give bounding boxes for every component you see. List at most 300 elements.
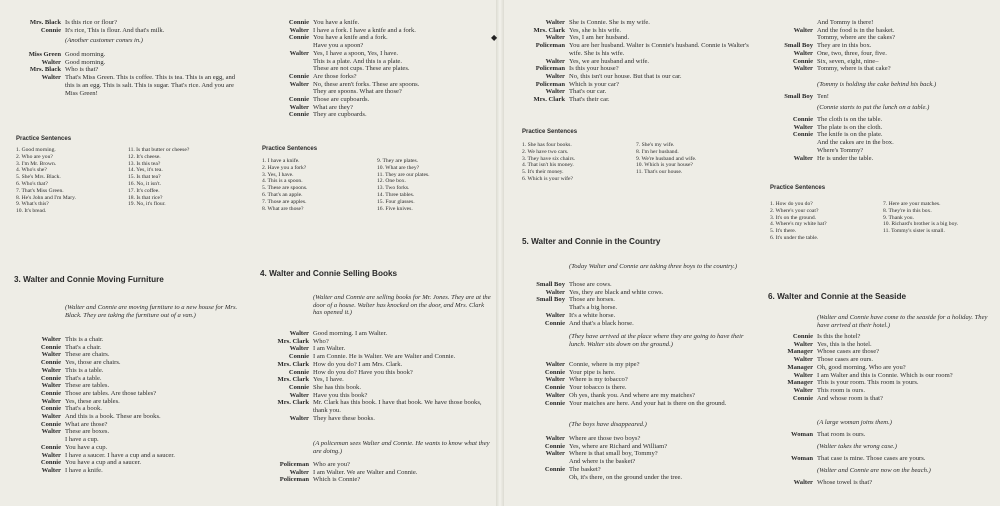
dialogue-line: [512, 58, 750, 66]
practice-sentence: 9. Thank you.: [883, 214, 914, 221]
spoken-text: Yes, I have a spoon, Yes, I have.: [313, 49, 399, 57]
speaker-name: Connie: [792, 131, 813, 139]
dialogue-line: [760, 155, 996, 163]
speaker-name: Walter: [793, 26, 813, 34]
practice-sentence: 7. That's Miss Green.: [16, 187, 64, 194]
dialogue-line: [8, 344, 240, 352]
speaker-name: [8, 436, 65, 444]
dialogue-line: [8, 436, 240, 444]
spoken-text: Connie, where is my pipe?: [569, 361, 640, 368]
spoken-text: You have a knife.: [313, 19, 360, 26]
spoken-text: The plate is on the cloth.: [817, 123, 883, 131]
spoken-text: I am Walter.: [313, 345, 346, 353]
dialogue: [760, 479, 996, 487]
speaker-name: Walter: [545, 72, 565, 80]
spoken-text: And whose room is that?: [817, 394, 883, 402]
dialogue: [760, 93, 996, 101]
dialogue-line: [760, 27, 996, 35]
speaker-name: Connie: [544, 319, 565, 327]
practice-sentence: 10. What are they?: [377, 164, 420, 171]
speaker-name: [512, 458, 569, 466]
speaker-name: Walter: [41, 366, 61, 374]
dialogue-line: [256, 399, 492, 414]
spoken-text: These are tables.: [65, 382, 110, 390]
dialogue-line: [512, 361, 750, 369]
stage-direction: (Walter and Connie are now on the beach.): [817, 467, 931, 474]
speaker-name: Walter: [793, 356, 813, 364]
dialogue-line: [512, 289, 750, 297]
dialogue-line: [8, 359, 240, 367]
dialogue: [760, 455, 996, 463]
speaker-name: [760, 147, 817, 155]
speaker-name: Miss Green: [28, 51, 61, 58]
spoken-text: Six, seven, eight, nine–: [817, 57, 879, 65]
spoken-text: Have you this book?: [313, 391, 368, 399]
dialogue-line: [760, 116, 996, 124]
practice-sentence: 17. It's coffee.: [128, 187, 160, 194]
practice-sentence: 5. It's there.: [770, 228, 797, 235]
practice-sentences-title: Practice Sentences: [522, 129, 578, 135]
practice-sentences-title: Practice Sentences: [16, 136, 72, 142]
speaker-name: [512, 304, 569, 312]
dialogue-line: [256, 415, 492, 423]
speaker-name: Walter: [545, 391, 565, 399]
spoken-text: And Tommy is there!: [817, 19, 874, 26]
stage-direction: (Tommy is holding the cake behind his back.): [817, 81, 937, 88]
spoken-text: What are those?: [65, 420, 108, 428]
speaker-name: [512, 474, 569, 482]
dialogue-line: [256, 330, 492, 338]
practice-sentence: 16. No, it isn't.: [128, 180, 162, 187]
speaker-name: Walter: [41, 336, 61, 343]
practice-sentence: 6. Which is your wife?: [522, 175, 574, 182]
speaker-name: Connie: [40, 359, 61, 367]
dialogue-line: [256, 96, 492, 104]
dialogue-line: [256, 384, 492, 392]
dialogue: [760, 116, 996, 162]
dialogue-line: [8, 405, 240, 413]
spoken-text: That's our car.: [569, 88, 607, 96]
spoken-text: Where is that small boy, Tommy?: [569, 450, 658, 458]
dialogue-line: [8, 390, 240, 398]
spoken-text: No, these aren't forks. These are spoons.: [313, 80, 420, 88]
spoken-text: That case is mine. Those cases are yours.: [817, 455, 926, 462]
speaker-name: Small Boy: [784, 93, 813, 100]
stage-direction: (Walter and Connie are moving furniture to a new house for Mrs. Black. They are taking the furniture out of a van.): [65, 304, 238, 319]
dialogue-line: [256, 469, 492, 477]
speaker-name: Small Boy: [784, 42, 813, 50]
spoken-text: Yes, I have.: [313, 376, 344, 384]
practice-sentences-title: Practice Sentences: [770, 185, 826, 191]
dialogue-line: [760, 65, 996, 73]
spoken-text: Those are cows.: [569, 281, 612, 288]
speaker-name: Walter: [41, 351, 61, 359]
spoken-text: You have a cup.: [65, 443, 108, 451]
dialogue-line: [512, 296, 750, 304]
speaker-name: Walter: [41, 451, 61, 459]
spoken-text: Have you a spoon?: [313, 42, 364, 50]
dialogue: [512, 435, 750, 481]
practice-sentences: [16, 147, 240, 215]
page-column-1: [8, 0, 240, 506]
spoken-text: And the food is in the basket.: [817, 26, 895, 34]
spoken-text: That room is ours.: [817, 431, 866, 438]
practice-sentence: 12. One box.: [377, 178, 406, 185]
practice-sentence: 3. It's on the ground.: [770, 214, 817, 221]
dialogue-line: [256, 345, 492, 353]
speaker-name: [760, 34, 817, 42]
practice-sentence: 10. Which is your house?: [636, 162, 693, 169]
dialogue-line: [512, 466, 750, 474]
spoken-text: The cloth is on the table.: [817, 116, 883, 123]
dialogue-line: [760, 139, 996, 147]
dialogue-line: [512, 435, 750, 443]
speaker-name: Connie: [40, 26, 61, 34]
speaker-name: Connie: [40, 443, 61, 451]
practice-sentence: 13. Is this tea?: [128, 160, 161, 167]
speaker-name: Policeman: [535, 42, 565, 50]
speaker-name: Walter: [793, 386, 813, 394]
spoken-text: She is Connie. She is my wife.: [569, 19, 650, 26]
spoken-text: And the cakes are in the box.: [817, 139, 894, 147]
spoken-text: Yes, those are chairs.: [65, 359, 121, 367]
speaker-name: Mrs. Clark: [533, 26, 565, 34]
speaker-name: Connie: [792, 57, 813, 65]
spoken-text: How do you do? Have you this book?: [313, 368, 413, 376]
dialogue-line: [512, 450, 750, 458]
speaker-name: Small Boy: [536, 296, 565, 304]
dialogue-line: [8, 459, 240, 467]
stage-direction: (Today Walter and Connie are taking three boys to the country.): [569, 263, 738, 270]
spoken-text: How do you do? I am Mrs. Clark.: [313, 360, 403, 368]
speaker-name: Woman: [791, 455, 813, 462]
practice-sentences: [262, 158, 492, 212]
spoken-text: These are boxes.: [65, 428, 110, 436]
dialogue-line: [760, 147, 996, 155]
speaker-name: [760, 19, 817, 27]
speaker-name: Walter: [545, 34, 565, 42]
dialogue-line: [760, 395, 996, 403]
speaker-name: Walter: [289, 391, 309, 399]
spoken-text: Those are tables. Are those tables?: [65, 389, 157, 397]
speaker-name: Connie: [288, 19, 309, 26]
practice-sentence: 9. We're husband and wife.: [636, 155, 697, 162]
speaker-name: [256, 65, 313, 73]
spoken-text: Yes, I am her husband.: [569, 34, 630, 42]
spoken-text: What are they?: [313, 103, 353, 111]
spoken-text: That's their car.: [569, 96, 610, 104]
speaker-name: Woman: [791, 431, 813, 438]
speaker-name: Manager: [787, 363, 813, 371]
dialogue-line: [760, 58, 996, 66]
dialogue-line: [256, 65, 492, 73]
speaker-name: Walter: [41, 382, 61, 390]
speaker-name: Walter: [545, 88, 565, 96]
spoken-text: That's a table.: [65, 374, 102, 382]
dialogue-line: [760, 431, 996, 439]
dialogue-line: [8, 336, 240, 344]
spoken-text: Those cases are ours.: [817, 356, 874, 364]
speaker-name: [256, 58, 313, 66]
dialogue-line: [512, 281, 750, 289]
book-gutter: [496, 0, 504, 506]
practice-sentence: 12. It's cheese.: [128, 153, 161, 160]
dialogue-line: [256, 338, 492, 346]
practice-sentence: 6. It's under the table.: [770, 234, 819, 241]
practice-sentence: 6. Who's that?: [16, 180, 48, 187]
practice-sentence: 10. It's bread.: [16, 208, 47, 215]
practice-sentence: 5. These are spoons.: [262, 185, 308, 192]
practice-sentence: 2. Who are you?: [16, 153, 53, 160]
practice-sentence: 2. Have you a fork?: [262, 164, 307, 171]
dialogue-line: [760, 42, 996, 50]
speaker-name: Mrs. Clark: [533, 96, 565, 104]
speaker-name: Connie: [40, 389, 61, 397]
speaker-name: Walter: [793, 340, 813, 348]
practice-sentence: 16. Five knives.: [377, 205, 413, 212]
dialogue-line: [760, 341, 996, 349]
dialogue-line: [512, 65, 750, 73]
spoken-text: This is your room. This room is yours.: [817, 379, 919, 387]
spoken-text: You have a cup and a saucer.: [65, 459, 142, 467]
practice-sentence: 19. No, it's flour.: [128, 201, 166, 208]
spoken-text: Whose towel is that?: [817, 479, 873, 486]
practice-sentence: 1. Good morning.: [16, 147, 56, 153]
speaker-name: Policeman: [279, 461, 309, 468]
spoken-text: Is this the hotel?: [817, 333, 861, 340]
dialogue-line: [760, 131, 996, 139]
spoken-text: Whose cases are those?: [817, 348, 880, 356]
page-column-2: [256, 0, 492, 506]
dialogue: [256, 461, 492, 484]
spoken-text: Where are those two boys?: [569, 435, 641, 442]
speaker-name: Connie: [792, 394, 813, 402]
speaker-name: Mrs. Clark: [277, 399, 309, 407]
speaker-name: Walter: [793, 479, 813, 486]
spoken-text: I am Walter and this is Connie. Which is our room?: [817, 371, 953, 379]
practice-sentence: 10. Richard's brother is a big boy.: [883, 221, 959, 228]
spoken-text: Tommy, where is that cake?: [817, 65, 891, 73]
dialogue-line: [760, 34, 996, 42]
spoken-text: That's a chair.: [65, 343, 102, 351]
dialogue-line: [760, 479, 996, 487]
practice-sentence: 14. Yes, it's tea.: [128, 167, 163, 174]
spoken-text: Good morning.: [65, 51, 106, 58]
spoken-text: I am Connie. He is Walter. We are Walter and Connie.: [313, 353, 456, 361]
dialogue-line: [256, 376, 492, 384]
speaker-name: Walter: [545, 376, 565, 384]
practice-sentence: 3. Yes, I have.: [262, 171, 294, 178]
spoken-text: Which is Connie?: [313, 476, 361, 484]
dialogue-line: [8, 428, 240, 436]
speaker-name: Connie: [544, 384, 565, 392]
speaker-name: Connie: [288, 96, 309, 104]
practice-sentence: 1. She has four books.: [522, 142, 572, 148]
speaker-name: Walter: [545, 19, 565, 26]
dialogue-line: [8, 27, 240, 35]
practice-sentence: 11. They are our plates.: [377, 171, 430, 178]
spoken-text: Yes, these are tables.: [65, 397, 120, 405]
dialogue-line: [760, 356, 996, 364]
spoken-text: It's rice, This is flour. And that's milk.: [65, 26, 165, 34]
dialogue-line: [256, 42, 492, 50]
speaker-name: Connie: [288, 368, 309, 376]
dialogue-line: [760, 455, 996, 463]
spoken-text: Good morning.: [65, 58, 106, 66]
spoken-text: Mr. Clark has this book. I have that book. We have those books, thank you.: [313, 399, 482, 415]
practice-sentence: 4. Where's my white hat?: [770, 221, 827, 228]
dialogue-line: [512, 312, 750, 320]
speaker-name: Walter: [289, 26, 309, 34]
dialogue-line: [760, 93, 996, 101]
practice-sentence: 8. I'm her husband.: [636, 148, 679, 155]
speaker-name: Connie: [544, 399, 565, 407]
dialogue-line: [512, 384, 750, 392]
practice-sentence: 18. Is that rice?: [128, 194, 163, 201]
spoken-text: They are cupboards.: [313, 111, 367, 119]
spoken-text: Which is your car?: [569, 80, 619, 88]
spoken-text: Those are cupboards.: [313, 96, 370, 104]
dialogue-line: [256, 50, 492, 58]
spoken-text: One, two, three, four, five.: [817, 49, 887, 57]
spoken-text: Those are horses.: [569, 296, 615, 304]
dialogue: [8, 19, 240, 34]
spoken-text: He is under the table.: [817, 154, 874, 162]
spoken-text: Who are you?: [313, 461, 350, 468]
stage-direction: (Walter takes the wrong case.): [817, 443, 897, 450]
stage-direction: (Another customer comes in.): [65, 37, 144, 44]
spoken-text: These are not cups. These are plates.: [313, 65, 410, 73]
stage-direction: (Connie starts to put the lunch on a table.): [817, 104, 930, 111]
spoken-text: They are in this box.: [817, 42, 872, 50]
practice-sentences: [522, 142, 750, 183]
spoken-text: These are chairs.: [65, 351, 110, 359]
spoken-text: She has this book.: [313, 383, 361, 391]
spoken-text: Your matches are here. And your hat is there on the ground.: [569, 399, 727, 407]
spoken-text: It's a white horse.: [569, 311, 616, 319]
practice-sentences-title: Practice Sentences: [262, 146, 318, 152]
speaker-name: [760, 139, 817, 147]
speaker-name: Walter: [289, 330, 309, 337]
spoken-text: Is this rice or flour?: [65, 19, 117, 26]
speaker-name: Walter: [793, 154, 813, 162]
practice-sentence: 15. Is that tea?: [128, 174, 161, 181]
speaker-name: Walter: [41, 397, 61, 405]
page-column-4: [760, 0, 996, 506]
dialogue-line: [512, 400, 750, 408]
dialogue-line: [256, 392, 492, 400]
dialogue: [8, 336, 240, 475]
spoken-text: That's a big horse.: [569, 304, 618, 312]
page-column-3: [512, 0, 750, 506]
dialogue-line: [8, 367, 240, 375]
dialogue-line: [8, 467, 240, 475]
speaker-name: Walter: [793, 49, 813, 57]
dialogue-line: [512, 369, 750, 377]
speaker-name: Connie: [288, 34, 309, 42]
spoken-text: You have a knife and a fork.: [313, 34, 388, 42]
dialogue-line: [256, 369, 492, 377]
spoken-text: They have these books.: [313, 414, 375, 422]
practice-sentence: 8. What are those?: [262, 205, 304, 212]
dialogue-line: [8, 51, 240, 59]
dialogue-line: [512, 458, 750, 466]
spoken-text: Oh, good morning. Who are you?: [817, 363, 906, 371]
dialogue-line: [8, 382, 240, 390]
spoken-text: Is this your house?: [569, 65, 619, 73]
practice-sentences: [770, 201, 996, 242]
spoken-text: You are her husband. Walter is Connie's husband. Connie is Walter's wife. She is his wife.: [569, 42, 749, 57]
section-heading: 5. Walter and Connie in the Country: [522, 237, 661, 246]
dialogue-line: [8, 19, 240, 27]
dialogue: [760, 431, 996, 439]
practice-sentence: 1. I have a knife.: [262, 158, 300, 164]
spoken-text: This is a table.: [65, 366, 104, 374]
dialogue-line: [256, 476, 492, 484]
dialogue-line: [512, 34, 750, 42]
dialogue-line: [256, 73, 492, 81]
speaker-name: Walter: [545, 435, 565, 442]
dialogue-line: [256, 361, 492, 369]
practice-sentence: 7. She's my wife.: [636, 142, 675, 148]
dialogue: [256, 19, 492, 119]
spoken-text: And where is the basket?: [569, 458, 636, 466]
speaker-name: Policeman: [535, 80, 565, 88]
dialogue: [760, 19, 996, 73]
speaker-name: Connie: [40, 420, 61, 428]
dialogue-line: [512, 88, 750, 96]
speaker-name: Connie: [288, 111, 309, 119]
dialogue-line: [256, 111, 492, 119]
dialogue: [8, 51, 240, 97]
speaker-name: Walter: [41, 74, 61, 82]
speaker-name: Mrs. Clark: [277, 360, 309, 368]
speaker-name: Walter: [545, 450, 565, 458]
speaker-name: Walter: [289, 80, 309, 88]
practice-sentence: 11. Is that butter or cheese?: [128, 147, 190, 153]
practice-sentence: 4. That isn't his money.: [522, 162, 574, 169]
speaker-name: Walter: [545, 288, 565, 296]
spoken-text: This room is ours.: [817, 386, 865, 394]
speaker-name: Small Boy: [536, 281, 565, 288]
speaker-name: Walter: [289, 414, 309, 422]
stage-direction: (The boys have disappeared.): [569, 421, 647, 428]
dialogue-line: [8, 74, 240, 97]
spoken-text: The basket?: [569, 465, 601, 473]
speaker-name: Connie: [544, 368, 565, 376]
spoken-text: They are spoons. What are those?: [313, 88, 402, 96]
stage-direction: (They have arrived at the place where they are going to have their lunch. Walter sits down on the ground.): [569, 333, 744, 348]
spoken-text: The knife is on the plate.: [817, 131, 883, 139]
practice-sentence: 7. Here are your matches.: [883, 201, 941, 207]
dialogue-line: [256, 104, 492, 112]
section-heading: 3. Walter and Connie Moving Furniture: [14, 275, 164, 284]
spine-mark: ◆: [491, 33, 498, 42]
practice-sentence: 5. She's Mrs. Black.: [16, 174, 61, 181]
dialogue-line: [8, 59, 240, 67]
dialogue-line: [256, 58, 492, 66]
stage-direction: (A large woman joins them.): [817, 419, 892, 426]
spoken-text: I have a cup.: [65, 436, 99, 444]
spoken-text: Yes, this is the hotel.: [817, 340, 872, 348]
dialogue-line: [8, 452, 240, 460]
practice-sentence: 9. What's this?: [16, 201, 49, 208]
spoken-text: Good morning. I am Walter.: [313, 330, 388, 337]
dialogue-line: [760, 124, 996, 132]
dialogue-line: [760, 348, 996, 356]
dialogue-line: [512, 42, 750, 57]
speaker-name: [256, 42, 313, 50]
